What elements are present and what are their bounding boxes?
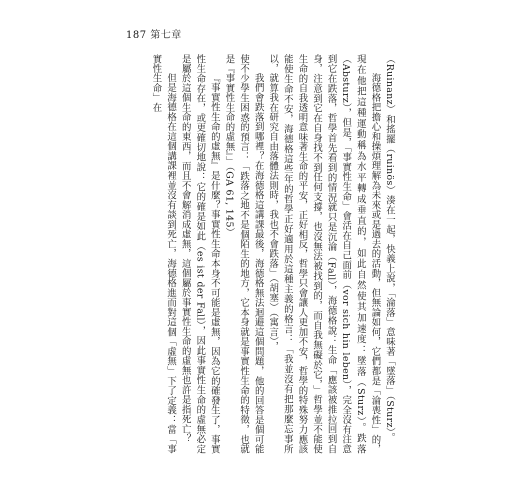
paragraph-4: 『事實性生命的虛無』是什麼？事實性生命本身不可能是虛無，因為它的確發生了，事實性生命存在，或更確切地說：它的確是如此（es ist der Fall），因此事實性生命的虛無必定是屬於這個生命的東西，而且不會解消成虛無，這個屬於事實性生命的虛無也許是指死亡？ [179, 54, 220, 454]
page-number: 187 [126, 30, 147, 41]
vertical-text-body [118, 54, 396, 454]
paragraph-3: 我們會跌落到哪裡？在海德格這講課最後，海德格無法迴避這個問題，他的回答是個可能使不少學生困惑的預言：「跌落之地不是個陌生的地方，它本身就是事實性生命的特徵，也就是『事實性生命的虛無』」（GA 61, 145） [223, 54, 264, 454]
paragraph-2: 海德格把擔心和操煩理解為未來或是過去的活動，但無論如何，它們都是「淪喪性」的，現在他把這種運動稱為水平轉成垂直的，如此自然使其加速度：墜落（Sturz）。跌落（Absturz），但是，「事實性生命」會活在自己面前（vor sich hin leben），完全沒有注意到它在跌落，哲學首先看到的情況就只是沉淪（Fall），海德格說：生命「應該被推拉回到自身，注意到它在自身找不到任何支撐，也沒無法被找到的，而自我無礙於它，」哲學並不能使生命的自我透明意味著生命的平安，正好相反，哲學只會讓人更加不安，哲學的特殊努力應該能使生命不安，海德格這些年的哲學正好適用於這種主義的格言：「我並沒有把那麼忘事所以，就算我在研究自由落體法則時，我也不會跌落」（胡塞）（寓言）， [267, 54, 381, 454]
running-header [126, 26, 182, 41]
paragraph-5: 但是海德格在這個講課裡並沒有談到死亡，海德格進而對這個「虛無」下了定義：當「事實性生命」在 [150, 54, 177, 454]
paragraph-1: （Ruinanz）和搖擺（ruinös）湊在一起，快義上說，「淪落」意味著「墜落」（Sturz）。 [384, 54, 395, 443]
chapter-title: 第七章 [150, 30, 182, 41]
